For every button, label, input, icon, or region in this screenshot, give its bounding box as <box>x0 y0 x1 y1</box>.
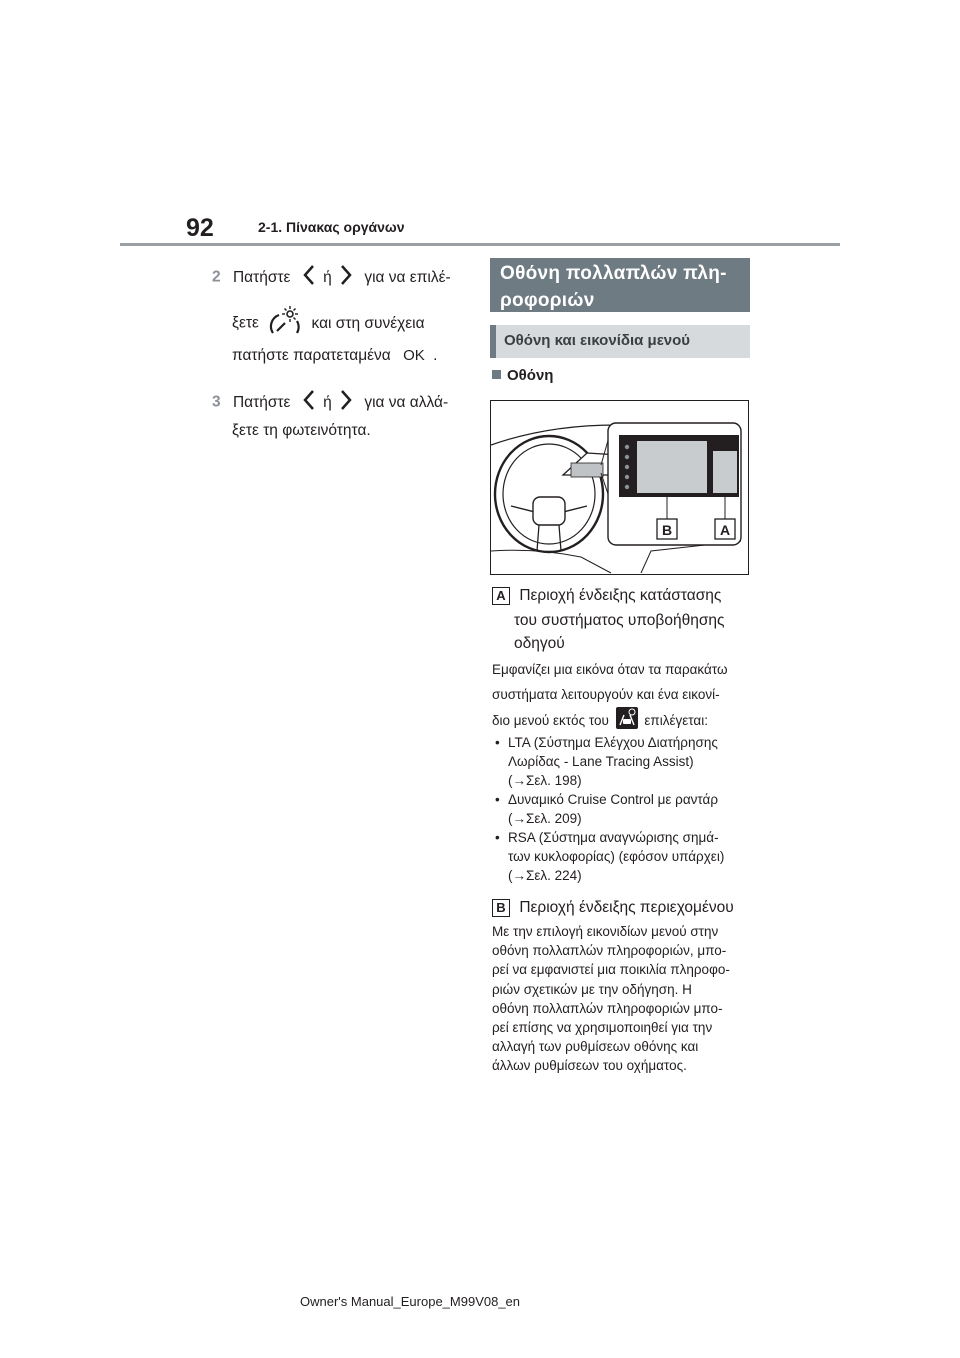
body-text: επιλέγεται: <box>644 713 708 729</box>
driver-assist-icon <box>616 707 638 736</box>
step-text: ή <box>323 393 332 411</box>
item-a-title <box>492 584 721 607</box>
step-text: Πατήστε <box>232 393 291 411</box>
body-line: Με την επιλογή εικονιδίων μενού στην <box>492 924 719 939</box>
body-line: αλλαγή των ρυθμίσεων οθόνης και <box>492 1039 699 1055</box>
bullet-line: • RSA (Σύστημα αναγνώρισης σημά- <box>508 830 719 845</box>
item-a-title-line-3: οδηγού <box>514 635 565 652</box>
body-line: ρεί επίσης να χρησιμοποιηθεί για την <box>492 1020 713 1036</box>
step-text: Πατήστε <box>232 268 291 286</box>
header-rule <box>120 243 840 246</box>
step-text: ξετε <box>232 314 259 332</box>
item-title-line: Περιοχή ένδειξης περιεχομένου <box>519 899 734 916</box>
step-text: για να επιλέ- <box>364 268 451 286</box>
bullet-item <box>495 790 750 828</box>
body-text: διο μενού εκτός του <box>492 713 609 729</box>
ok-key: OK <box>403 347 425 364</box>
bullet-item <box>495 733 750 790</box>
section-title: 2-1. Πίνακας οργάνων <box>258 219 405 235</box>
bullet-item <box>495 828 750 885</box>
step-2-line-2 <box>232 305 425 342</box>
bullet-line: (→Σελ. 224) <box>508 868 582 883</box>
subheading-text: Οθόνη <box>507 367 554 384</box>
bullet-line: • LTA (Σύστημα Ελέγχου Διατήρησης <box>508 735 718 750</box>
chevron-right-icon <box>340 389 352 416</box>
label-a-box: A <box>492 587 510 605</box>
footer-text: Owner's Manual_Europe_M99V08_en <box>300 1294 521 1309</box>
step-text: και στη συνέχεια <box>311 314 425 332</box>
band-title-line: Οθόνη πολλαπλών πλη- <box>500 263 727 284</box>
item-b-title <box>492 896 734 919</box>
item-title-line: Περιοχή ένδειξης κατάστασης <box>519 587 722 604</box>
body-line: ριών σχετικών με την οδήγηση. Η <box>492 981 692 997</box>
label-b-box: B <box>492 899 510 917</box>
step-text: για να αλλά- <box>364 393 449 411</box>
item-a-body-line-1: Εμφανίζει μια εικόνα όταν τα παρακάτω <box>492 662 728 677</box>
step-text: ή <box>323 268 332 286</box>
step-text: . <box>433 347 438 364</box>
step-2-line-3 <box>232 347 437 365</box>
step-3-line-2: ξετε τη φωτεινότητα. <box>232 422 371 439</box>
chevron-right-icon <box>340 264 352 291</box>
subsection-band: Οθόνη και εικονίδια μενού <box>490 325 750 358</box>
step-number: 3 <box>212 393 221 411</box>
bullet-line: • Δυναμικό Cruise Control με ραντάρ <box>508 792 719 807</box>
dashboard-illustration <box>490 400 749 575</box>
step-2-line-1 <box>212 264 451 291</box>
brightness-icon <box>269 305 301 342</box>
subheading <box>492 367 553 384</box>
bullet-line: (→Σελ. 209) <box>508 811 582 826</box>
bullet-line: των κυκλοφορίας) (εφόσον υπάρχει) <box>508 849 725 864</box>
chevron-left-icon <box>303 264 315 291</box>
item-a-body-line-2: συστήματα λειτουργούν και ένα εικονί- <box>492 687 720 702</box>
square-bullet-icon <box>492 370 501 379</box>
body-line: ρεί να εμφανιστεί μια ποικιλία πληροφο- <box>492 962 730 978</box>
band-title-line: ροφοριών <box>500 290 595 311</box>
item-a-body-line-3 <box>492 707 708 736</box>
bullet-list <box>495 733 750 885</box>
item-a-title-line-2: του συστήματος υποβοήθησης <box>514 612 725 629</box>
figure-label-a: A <box>719 522 731 538</box>
chevron-left-icon <box>303 389 315 416</box>
body-line: άλλων ρυθμίσεων του οχήματος. <box>492 1058 687 1074</box>
section-band <box>490 258 750 312</box>
dashboard-drawing <box>491 401 748 574</box>
body-line: οθόνη πολλαπλών πληροφοριών μπο- <box>492 1000 723 1016</box>
step-3-line-1 <box>212 389 448 416</box>
item-b-body <box>492 922 730 1076</box>
figure-label-b: B <box>661 522 673 538</box>
bullet-line: (→Σελ. 198) <box>508 773 582 788</box>
step-text: πατήστε παρατεταμένα <box>232 347 391 364</box>
body-line: οθόνη πολλαπλών πληροφοριών, μπο- <box>492 943 727 959</box>
page-number: 92 <box>186 214 214 242</box>
bullet-line: Λωρίδας - Lane Tracing Assist) <box>508 754 694 769</box>
step-number: 2 <box>212 268 221 286</box>
